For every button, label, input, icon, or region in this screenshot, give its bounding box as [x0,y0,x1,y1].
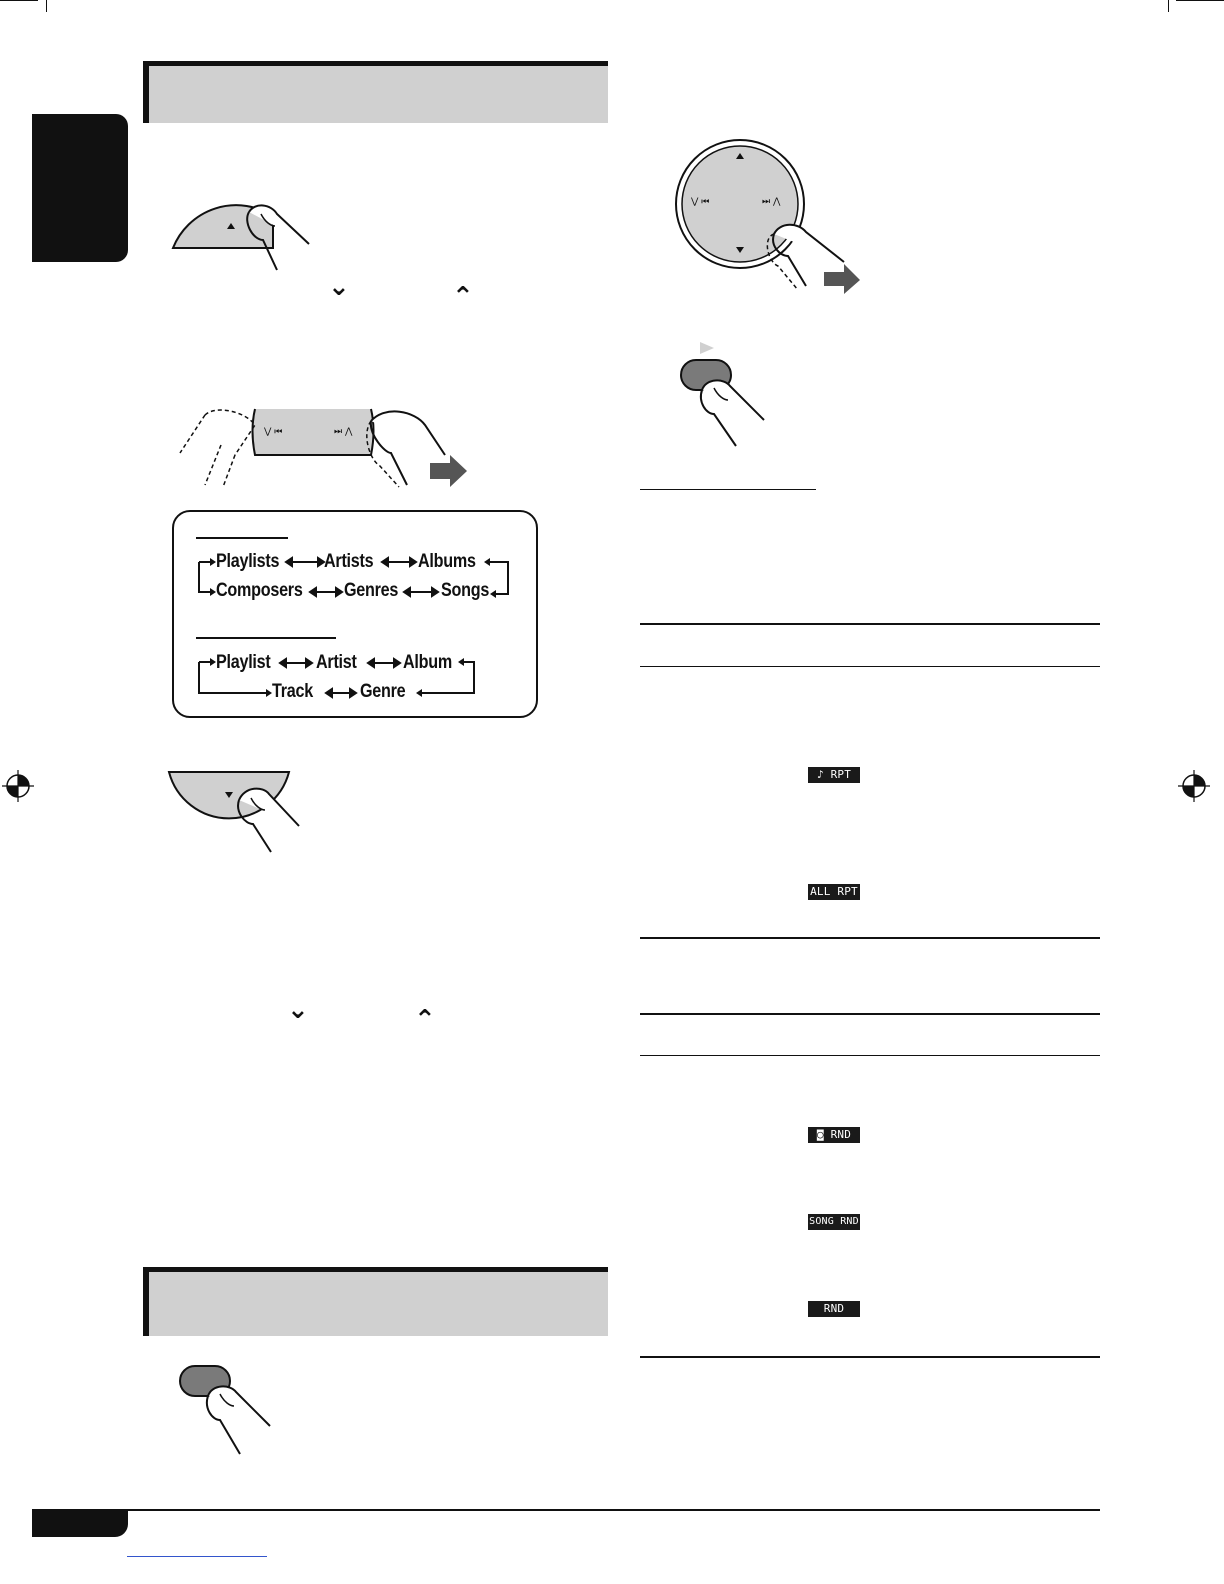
album-random-indicator: ◙ RND [808,1127,860,1143]
dial-up-press-illustration [165,200,325,275]
flow-item-composers: Composers [216,580,303,601]
dial-next-label: ⏭ ⋀ [762,197,781,207]
flow-item-track: Track [272,681,313,702]
all-repeat-indicator: ALL RPT [808,884,860,900]
dial-skip-press-illustration [175,405,475,490]
random-indicator: RND [808,1301,860,1317]
flow-arrows [172,510,534,714]
table-rule-6 [640,1356,1100,1358]
flow-item-artists: Artists [324,551,374,572]
flow-item-genre: Genre [360,681,406,702]
crop-mark-top-right [1176,0,1224,1]
flow-item-playlist: Playlist [216,652,271,673]
section-header-bar-1 [143,61,608,123]
table-rule-1 [640,623,1100,625]
section-header-bar-2 [143,1267,608,1336]
registration-mark-right [1178,770,1210,802]
flow-item-album: Album [403,652,452,673]
subheading-underline [640,489,816,490]
dial-prev-label: ⋁ ⏮ [691,197,710,207]
page-number-tab [32,1511,128,1537]
crop-mark-top-left [0,0,38,1]
registration-mark-left [2,770,34,802]
table-rule-3 [640,937,1100,939]
song-random-indicator: SONG RND [808,1214,860,1230]
table-rule-2 [640,666,1100,667]
play-button-press-illustration [678,338,778,448]
crop-mark-top-right-v [1168,0,1169,12]
flow-item-playlists: Playlists [216,551,280,572]
chevron-up-icon-2: ⌃ [414,1005,436,1035]
footer-link-line [127,1556,267,1557]
crop-mark-top-left-v [46,0,47,12]
table-rule-5 [640,1055,1100,1056]
footer-rule [32,1509,1100,1511]
flow-item-songs: Songs [441,580,490,601]
chevron-down-icon-2: ⌄ [287,995,309,1025]
chevron-up-icon: ⌃ [452,282,474,312]
next-button-label: ⏭ ⋀ [334,427,353,437]
dial-down-press-illustration [165,770,315,855]
prev-button-label: ⋁ ⏮ [264,427,283,437]
flow-item-genres: Genres [344,580,399,601]
table-rule-4 [640,1013,1100,1015]
dial-full-illustration [674,138,874,293]
song-repeat-indicator: ♪ RPT [808,767,860,783]
flow-item-albums: Albums [418,551,476,572]
flow-item-artist: Artist [316,652,357,673]
chevron-down-icon: ⌄ [328,272,350,302]
language-tab [32,114,128,262]
button-press-illustration-bottom [178,1362,278,1457]
